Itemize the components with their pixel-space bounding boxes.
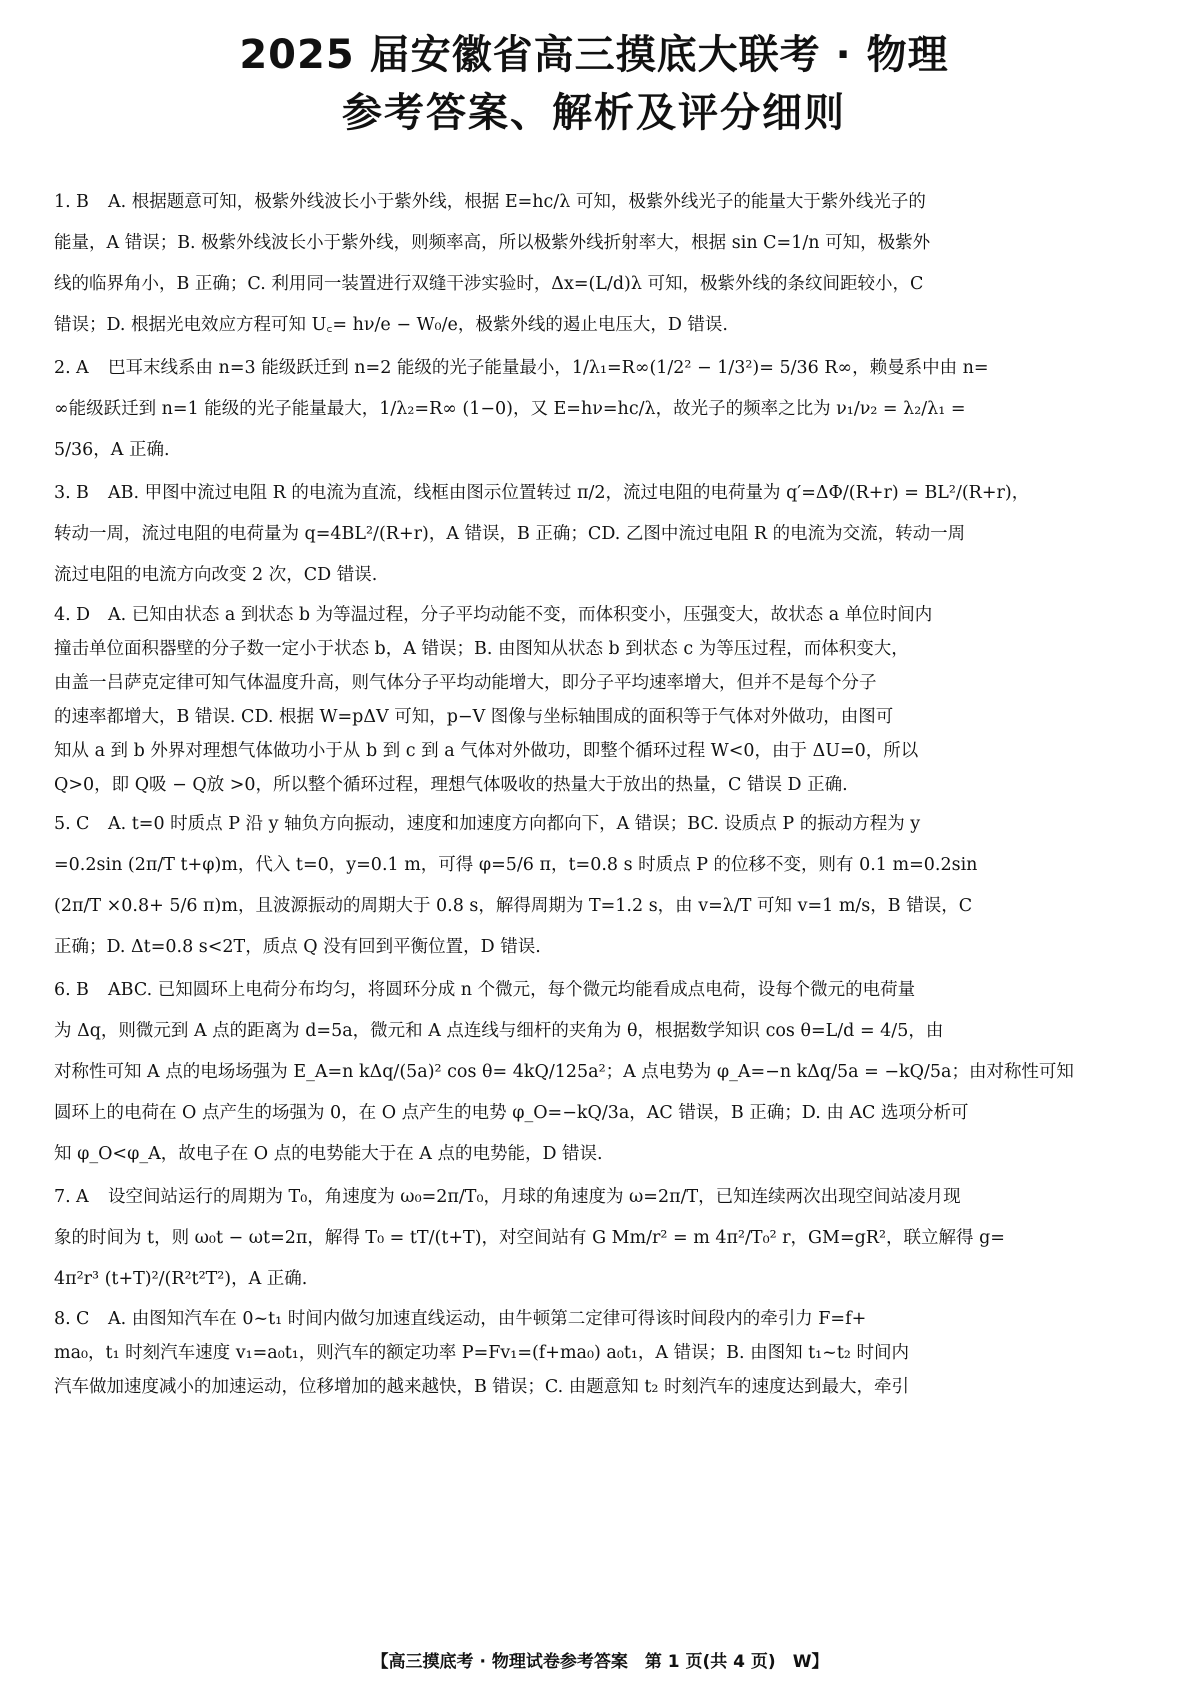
answer-line [54, 598, 1134, 632]
explanation-text: 汽车做加速度减小的加速运动，位移增加的越来越快，B 错误；C. 由题意知 t₂ 时刻汽车的速度达到最大，牵引 [54, 1377, 909, 1397]
question-number: 5. [54, 814, 71, 834]
explanation-text: 错误；D. 根据光电效应方程可知 U꜀= hν/e − W₀/e，极紫外线的遏止电压大，D 错误. [54, 315, 728, 335]
answer-line [54, 1134, 1134, 1175]
explanation-text: 知从 a 到 b 外界对理想气体做功小于从 b 到 c 到 a 气体对外做功，即整个循环过程 W<0，由于 ΔU=0，所以 [54, 741, 919, 761]
answer-choice: B [76, 980, 89, 1000]
answer-line [54, 666, 1134, 700]
explanation-text: 4π²r³ (t+T)²/(R²t²T²)，A 正确. [54, 1269, 308, 1289]
explanation-text: ABC. 已知圆环上电荷分布均匀，将圆环分成 n 个微元，每个微元均能看成点电荷，设每个微元的电荷量 [108, 980, 916, 1000]
answer-item [54, 182, 1134, 346]
answer-line [54, 1370, 1134, 1404]
explanation-text: A. 由图知汽车在 0~t₁ 时间内做匀加速直线运动，由牛顿第二定律可得该时间段内的牵引力 F=f+ [108, 1309, 867, 1329]
page-footer: 【高三摸底考 · 物理试卷参考答案 第 1 页(共 4 页) W】 [371, 1652, 829, 1672]
explanation-text: A. t=0 时质点 P 沿 y 轴负方向振动，速度和加速度方向都向下，A 错误；BC. 设质点 P 的振动方程为 y [108, 814, 921, 834]
explanation-text: 转动一周，流过电阻的电荷量为 q=4BL²/(R+r)，A 错误，B 正确；CD. 乙图中流过电阻 R 的电流为交流，转动一周 [54, 524, 966, 544]
answer-line [54, 1336, 1134, 1370]
answer-line [54, 348, 1134, 389]
answer-item [54, 804, 1134, 968]
answer-choice: D [76, 605, 91, 625]
answer-line [54, 700, 1134, 734]
answer-choice: B [76, 192, 89, 212]
answer-line [54, 223, 1134, 264]
explanation-text: 的速率都增大，B 错误. CD. 根据 W=pΔV 可知，p−V 图像与坐标轴围成的面积等于气体对外做功，由图可 [54, 707, 894, 727]
answer-item [54, 1177, 1134, 1300]
question-number: 3. [54, 483, 71, 503]
explanation-text: ∞能级跃迁到 n=1 能级的光子能量最大，1/λ₂=R∞ (1−0)，又 E=hν=hc/λ，故光子的频率之比为 ν₁/ν₂ = λ₂/λ₁ = [54, 399, 966, 419]
answer-item [54, 1302, 1134, 1404]
explanation-text: 能量，A 错误；B. 极紫外线波长小于紫外线，则频率高，所以极紫外线折射率大，根据 sin C=1/n 可知，极紫外 [54, 233, 931, 253]
explanation-text: A. 根据题意可知，极紫外线波长小于紫外线，根据 E=hc/λ 可知，极紫外线光子的能量大于紫外线光子的 [108, 192, 926, 212]
explanation-text: 设空间站运行的周期为 T₀，角速度为 ω₀=2π/T₀，月球的角速度为 ω=2π/T，已知连续两次出现空间站凌月现 [108, 1187, 961, 1207]
explanation-text: 象的时间为 t，则 ω₀t − ωt=2π，解得 T₀ = tT/(t+T)，对空间站有 G Mm/r² = m 4π²/T₀² r，GM=gR²，联立解得 g= [54, 1228, 1005, 1248]
answer-item [54, 970, 1134, 1175]
document-title: 2025 届安徽省高三摸底大联考 · 物理 [239, 32, 949, 78]
answer-line [54, 430, 1134, 471]
explanation-text: 知 φ_O<φ_A，故电子在 O 点的电势能大于在 A 点的电势能，D 错误. [54, 1144, 603, 1164]
answer-line [54, 1011, 1134, 1052]
explanation-text: AB. 甲图中流过电阻 R 的电流为直流，线框由图示位置转过 π/2，流过电阻的电荷量为 q′=ΔΦ/(R+r) = BL²/(R+r)， [108, 483, 1030, 503]
answer-line [54, 473, 1134, 514]
explanation-text: 正确；D. Δt=0.8 s<2T，质点 Q 没有回到平衡位置，D 错误. [54, 937, 541, 957]
answer-line [54, 182, 1134, 223]
explanation-text: 由盖一吕萨克定律可知气体温度升高，则气体分子平均动能增大，即分子平均速率增大，但并不是每个分子 [54, 673, 877, 693]
answer-line [54, 768, 1134, 802]
explanation-text: 线的临界角小，B 正确；C. 利用同一装置进行双缝干涉实验时，Δx=(L/d)λ 可知，极紫外线的条纹间距较小，C [54, 274, 924, 294]
answer-line [54, 555, 1134, 596]
question-number: 8. [54, 1309, 71, 1329]
explanation-text: =0.2sin (2π/T t+φ)m，代入 t=0，y=0.1 m，可得 φ=5/6 π，t=0.8 s 时质点 P 的位移不变，则有 0.1 m=0.2sin [54, 855, 978, 875]
answer-line [54, 514, 1134, 555]
answer-line [54, 305, 1134, 346]
explanation-text: 撞击单位面积器壁的分子数一定小于状态 b，A 错误；B. 由图知从状态 b 到状态 c 为等压过程，而体积变大， [54, 639, 909, 659]
answer-line [54, 389, 1134, 430]
explanation-text: A. 已知由状态 a 到状态 b 为等温过程，分子平均动能不变，而体积变小，压强变大，故状态 a 单位时间内 [108, 605, 933, 625]
answer-choice: B [76, 483, 89, 503]
answer-line [54, 1093, 1134, 1134]
answer-line [54, 886, 1134, 927]
question-number: 2. [54, 358, 71, 378]
answer-line [54, 845, 1134, 886]
answer-line [54, 1259, 1134, 1300]
explanation-text: Q>0，即 Q吸 − Q放 >0，所以整个循环过程，理想气体吸收的热量大于放出的热量，C 错误 D 正确. [54, 775, 848, 795]
answer-item [54, 473, 1134, 596]
answer-item [54, 348, 1134, 471]
answer-item [54, 598, 1134, 802]
question-number: 4. [54, 605, 71, 625]
answer-line [54, 1177, 1134, 1218]
answer-choice: A [76, 358, 89, 378]
explanation-text: 巴耳末线系由 n=3 能级跃迁到 n=2 能级的光子能量最小，1/λ₁=R∞(1/2² − 1/3²)= 5/36 R∞，赖曼系中由 n= [108, 358, 989, 378]
explanation-text: 5/36，A 正确. [54, 440, 170, 460]
explanation-text: ma₀，t₁ 时刻汽车速度 v₁=a₀t₁，则汽车的额定功率 P=Fv₁=(f+ma₀) a₀t₁，A 错误；B. 由图知 t₁~t₂ 时间内 [54, 1343, 909, 1363]
answer-line [54, 804, 1134, 845]
question-number: 1. [54, 192, 71, 212]
explanation-text: 为 Δq，则微元到 A 点的距离为 d=5a，微元和 A 点连线与细杆的夹角为 θ，根据数学知识 cos θ=L/d = 4/5，由 [54, 1021, 944, 1041]
answer-line [54, 734, 1134, 768]
answer-line [54, 1052, 1134, 1093]
answer-line [54, 1302, 1134, 1336]
explanation-text: 圆环上的电荷在 O 点产生的场强为 0，在 O 点产生的电势 φ_O=−kQ/3a，AC 错误，B 正确；D. 由 AC 选项分析可 [54, 1103, 969, 1123]
question-number: 7. [54, 1187, 71, 1207]
question-number: 6. [54, 980, 71, 1000]
explanation-text: 流过电阻的电流方向改变 2 次，CD 错误. [54, 565, 378, 585]
answer-list [54, 182, 1134, 1404]
answer-line [54, 264, 1134, 305]
answer-choice: C [76, 1309, 90, 1329]
answer-choice: A [76, 1187, 89, 1207]
answer-line [54, 632, 1134, 666]
answer-line [54, 1218, 1134, 1259]
explanation-text: (2π/T ×0.8+ 5/6 π)m，且波源振动的周期大于 0.8 s，解得周期为 T=1.2 s，由 v=λ/T 可知 v=1 m/s，B 错误，C [54, 896, 973, 916]
answer-line [54, 927, 1134, 968]
document-subtitle: 参考答案、解析及评分细则 [342, 90, 846, 136]
explanation-text: 对称性可知 A 点的电场场强为 E_A=n kΔq/(5a)² cos θ= 4kQ/125a²；A 点电势为 φ_A=−n kΔq/5a = −kQ/5a；由对称性可知 [54, 1062, 1074, 1082]
answer-line [54, 970, 1134, 1011]
title-block [54, 26, 1134, 142]
answer-choice: C [76, 814, 90, 834]
